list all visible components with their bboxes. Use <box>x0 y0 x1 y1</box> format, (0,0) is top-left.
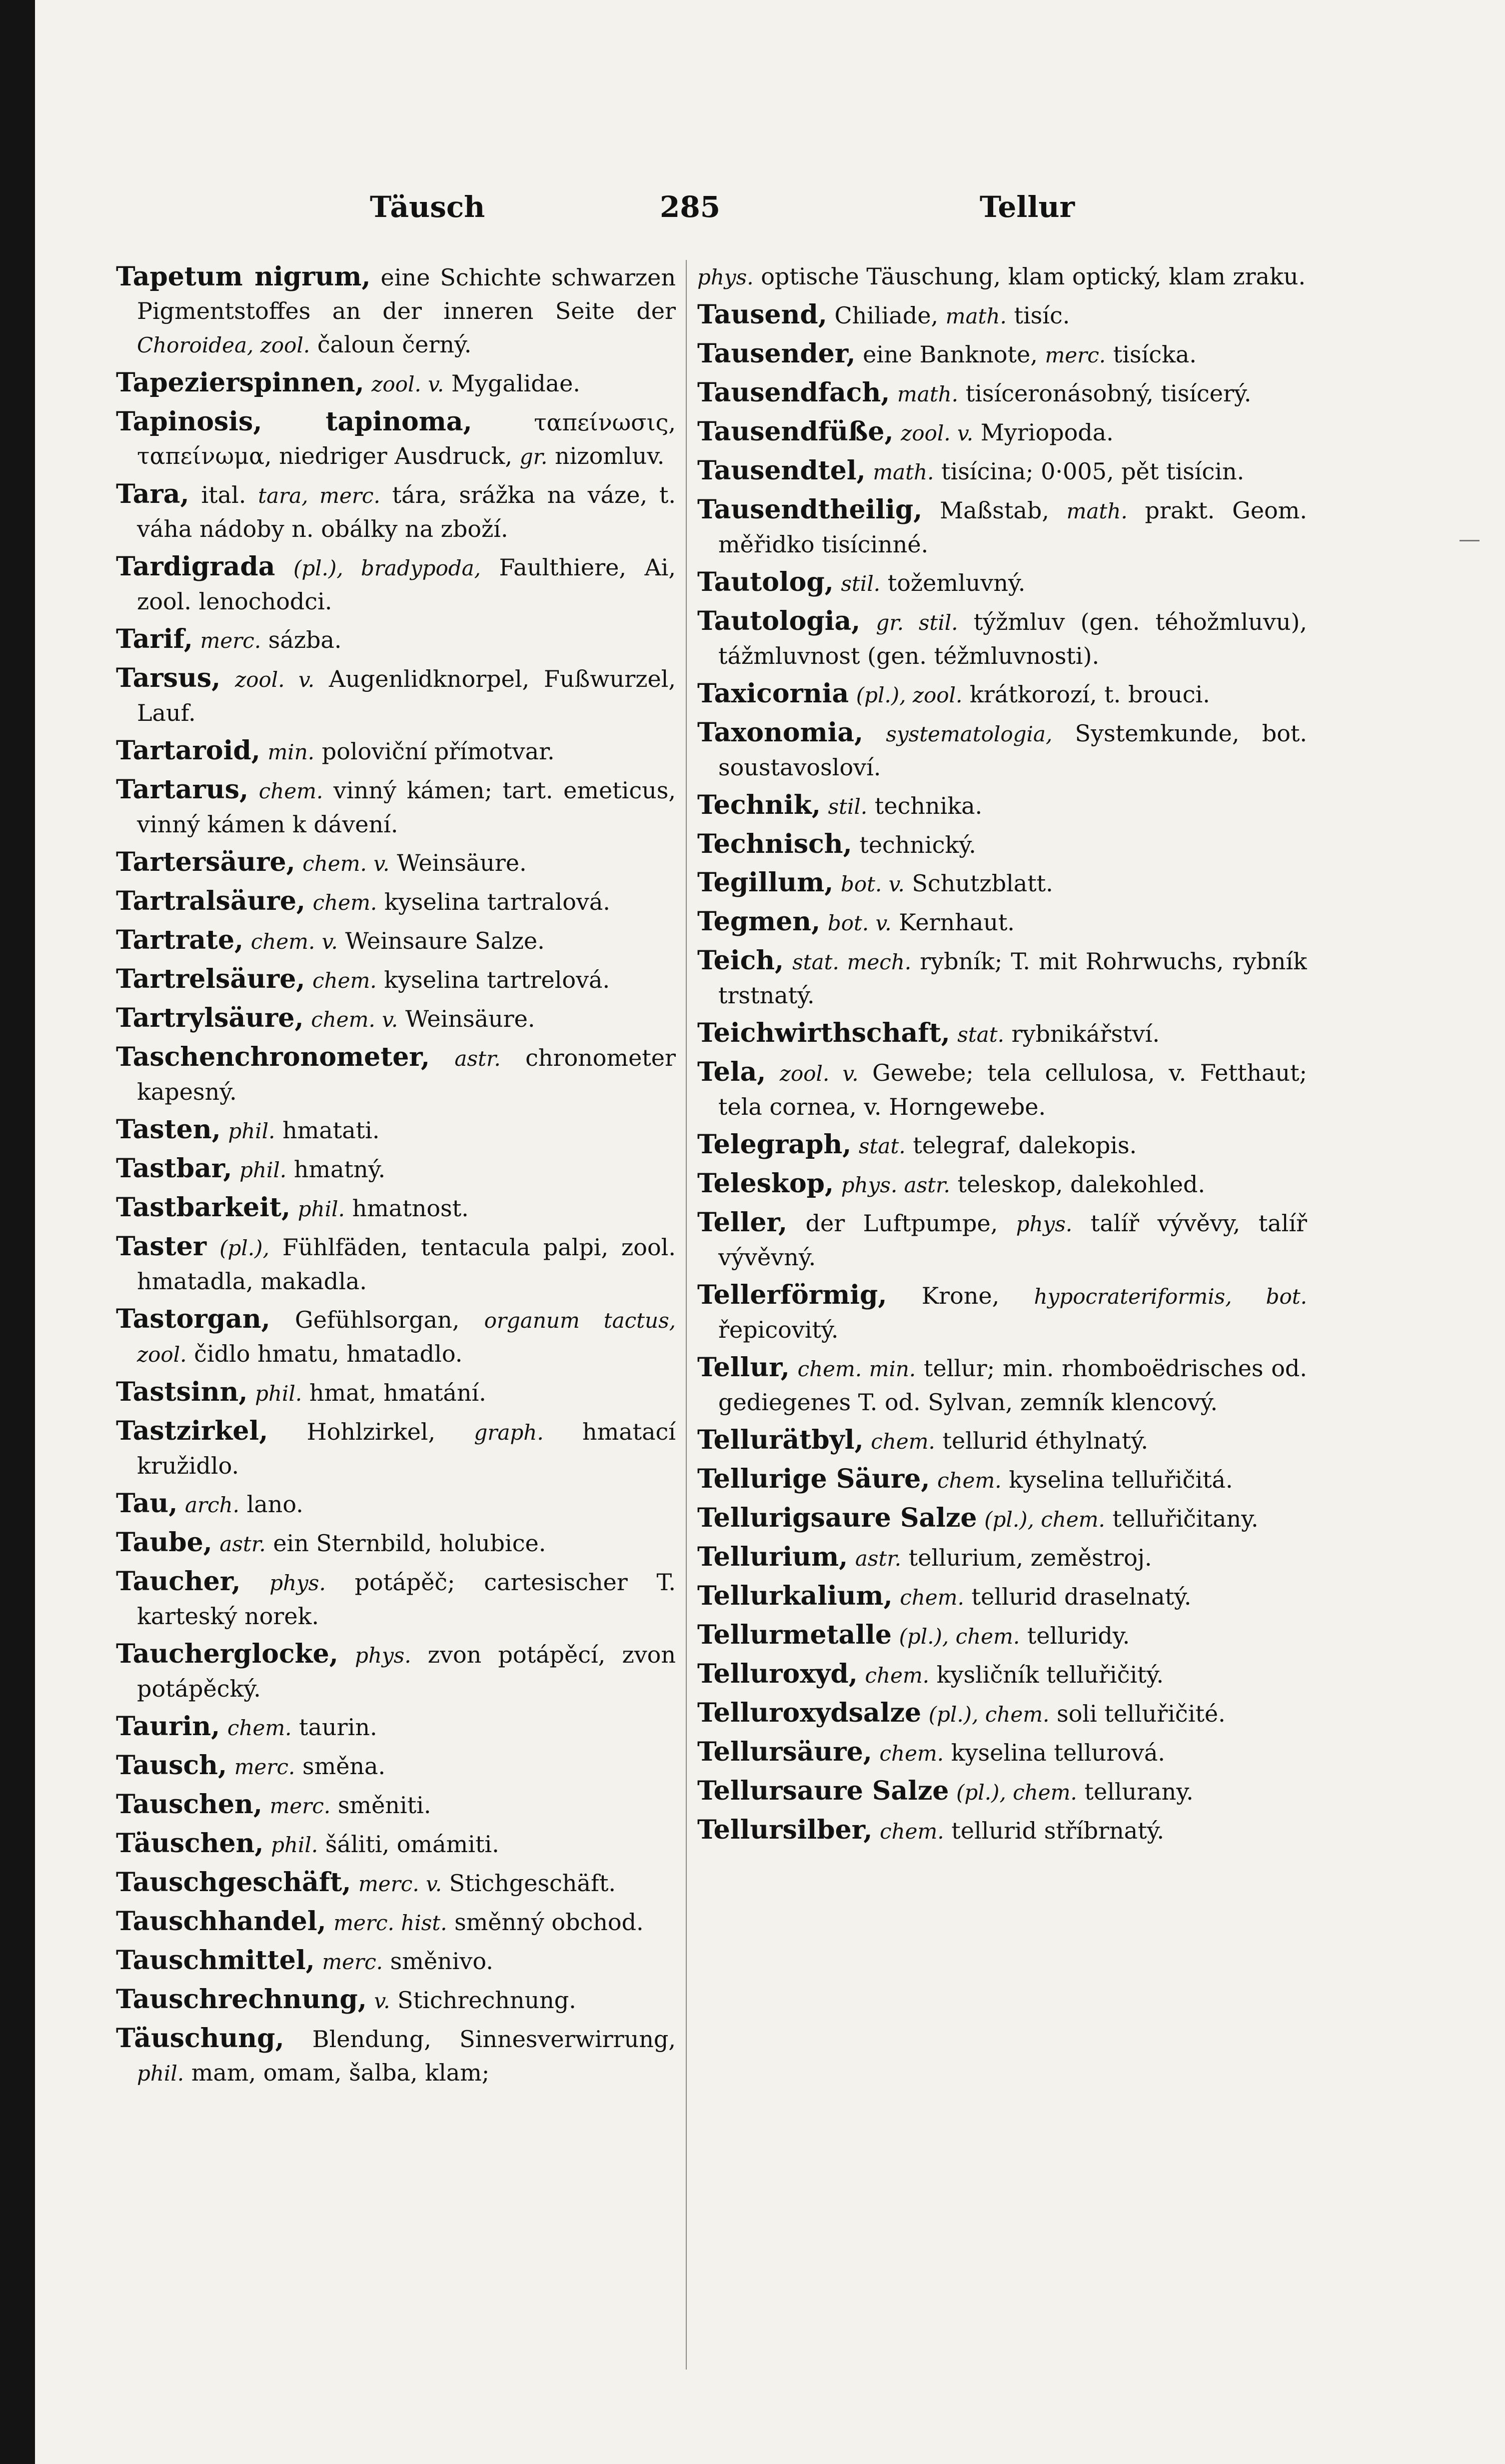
entry-headword: Tellursilber, <box>697 1815 873 1845</box>
entry-label: (pl.), chem. <box>928 1702 1050 1727</box>
dictionary-entry <box>116 773 676 841</box>
entry-label: math. <box>897 382 959 406</box>
dictionary-entry <box>116 1191 676 1226</box>
entry-text: Hohlzirkel, <box>306 1418 436 1445</box>
dictionary-entry <box>116 962 676 997</box>
entry-definition: tellurid draselnatý. <box>971 1583 1192 1610</box>
entry-headword: Tausendtel, <box>697 455 866 486</box>
entry-headword: Taxonomia, <box>697 717 864 748</box>
entry-headword: Taurin, <box>116 1711 220 1742</box>
entry-definition: mam, omam, šalba, klam; <box>191 2059 490 2086</box>
entry-definition: hmatnost. <box>352 1195 469 1222</box>
dictionary-entry <box>697 866 1307 901</box>
entry-headword: Technisch, <box>697 829 852 859</box>
entry-text: eine Banknote, <box>863 341 1038 368</box>
entry-headword: Tauschen, <box>116 1789 262 1820</box>
dictionary-entry <box>116 1827 676 1862</box>
entry-headword: Teich, <box>697 945 784 976</box>
entry-definition: talíř vývěvy, talíř vývěvný. <box>718 1210 1307 1271</box>
dictionary-entry <box>697 1501 1307 1536</box>
entry-text: Blendung, Sinnesverwirrung, <box>312 2026 676 2053</box>
entry-headword: Tellur, <box>697 1352 790 1383</box>
entry-headword: Tellurium, <box>697 1542 848 1572</box>
entry-headword: Tellurkalium, <box>697 1581 893 1611</box>
dictionary-entry <box>697 1618 1307 1653</box>
entry-definition: kyselina tellurová. <box>951 1739 1166 1766</box>
entry-label: chem. <box>312 968 377 993</box>
dictionary-entry <box>116 1749 676 1784</box>
dictionary-entry <box>697 1540 1307 1575</box>
left-column <box>116 260 676 2370</box>
entry-headword: Täuschung, <box>116 2023 284 2054</box>
dictionary-entry <box>116 923 676 958</box>
dictionary-entry <box>116 661 676 730</box>
entry-label: min. <box>267 740 315 764</box>
entry-headword: Tausendfach, <box>697 377 890 408</box>
dictionary-entry <box>116 260 676 362</box>
entry-label: hypocrateriformis, bot. <box>1034 1284 1307 1309</box>
entry-definition: sázba. <box>268 626 342 653</box>
entry-definition: chronometer kapesný. <box>137 1044 676 1105</box>
dictionary-entry <box>697 1206 1307 1274</box>
entry-definition: prakt. Geom. měřidko tisícinné. <box>718 497 1307 558</box>
dictionary-entry <box>116 1565 676 1633</box>
entry-definition: hmatací kružidlo. <box>137 1418 676 1479</box>
entry-definition: tellurany. <box>1084 1778 1194 1805</box>
entry-definition: Systemkunde, bot. soustavosloví. <box>718 720 1307 781</box>
entry-label: chem. <box>865 1663 930 1688</box>
entry-headword: Tartrelsäure, <box>116 964 305 994</box>
entry-definition: tisíceronásobný, tisícerý. <box>965 380 1252 407</box>
dictionary-entry <box>697 1128 1307 1163</box>
entry-headword: Tasten, <box>116 1114 221 1145</box>
entry-definition: směnný obchod. <box>454 1909 644 1936</box>
page-number: 285 <box>660 190 721 224</box>
entry-headword: Tellerförmig, <box>697 1280 887 1310</box>
entry-label: chem. v. <box>250 929 338 954</box>
entry-definition: tožemluvný. <box>887 569 1026 596</box>
entry-text: eine Schichte schwarzen Pigmentstoffes an der inneren Seite der <box>137 264 676 324</box>
entry-label: merc. hist. <box>333 1911 447 1935</box>
entry-headword: Tau, <box>116 1488 178 1519</box>
entry-headword: Tartaroid, <box>116 735 260 766</box>
entry-definition: tára, srážka na váze, t. váha nádoby n. obálky na zboží. <box>137 481 676 542</box>
entry-headword: Tellursaure Salze <box>697 1776 949 1806</box>
entry-definition: čaloun černý. <box>317 331 472 358</box>
entry-definition: kysličník telluřičitý. <box>936 1661 1164 1688</box>
entry-headword: Tellurige Säure, <box>697 1464 930 1494</box>
dictionary-entry <box>697 1774 1307 1809</box>
entry-definition: tellurid éthylnatý. <box>942 1427 1149 1454</box>
entry-text: Chiliade, <box>834 302 939 329</box>
entry-headword: Tautologia, <box>697 606 861 636</box>
entry-label: chem. v. <box>311 1007 398 1032</box>
dictionary-entry <box>697 677 1307 712</box>
entry-label: phys. <box>269 1571 326 1595</box>
entry-definition: technický. <box>859 831 976 858</box>
entry-definition: tisícina; 0·005, pět tisícin. <box>941 458 1245 485</box>
entry-definition: zvon potápěcí, zvon potápěcký. <box>137 1641 676 1702</box>
entry-headword: Teichwirthschaft, <box>697 1018 950 1048</box>
entry-label: Choroidea, zool. <box>137 333 310 357</box>
entry-headword: Tartersäure, <box>116 847 295 877</box>
entry-headword: Tautolog, <box>697 567 834 597</box>
entry-definition: týžmluv (gen. téhožmluvu), tážmluvnost (gen. téžmluvnosti). <box>718 608 1307 669</box>
entry-definition: Myriopoda. <box>980 419 1114 446</box>
entry-headword: Telluroxydsalze <box>697 1698 922 1728</box>
entry-label: astr. <box>454 1046 501 1071</box>
entry-label: stil. <box>828 794 868 819</box>
entry-headword: Tastbarkeit, <box>116 1192 291 1223</box>
entry-label: (pl.), chem. <box>899 1624 1020 1649</box>
entry-label: phil. <box>228 1119 275 1143</box>
entry-headword: Tausender, <box>697 338 856 369</box>
dictionary-entry <box>697 1696 1307 1731</box>
dictionary-entry <box>697 376 1307 411</box>
dictionary-entry <box>116 550 676 618</box>
margin-mark <box>1460 540 1480 541</box>
entry-definition: Weinsaure Salze. <box>345 927 545 954</box>
entry-headword: Taucherglocke, <box>116 1639 338 1669</box>
entry-headword: Telegraph, <box>697 1129 852 1160</box>
dictionary-entry <box>116 405 676 473</box>
entry-definition: Weinsäure. <box>405 1005 535 1032</box>
entry-headword: Tausend, <box>697 299 827 330</box>
entry-definition: telegraf, dalekopis. <box>913 1132 1137 1159</box>
dictionary-entry <box>116 734 676 769</box>
entry-headword: Tara, <box>116 479 189 509</box>
entry-label: chem. <box>900 1585 964 1610</box>
entry-text: Krone, <box>921 1282 1000 1309</box>
dictionary-entry <box>116 1637 676 1706</box>
entry-label: chem. <box>879 1741 944 1766</box>
entry-headword: Teleskop, <box>697 1168 834 1199</box>
entry-headword: Taucher, <box>116 1566 241 1597</box>
dictionary-entry <box>697 565 1307 600</box>
entry-label: phil. <box>137 2061 184 2086</box>
entry-headword: Tartrylsäure, <box>116 1003 304 1033</box>
entry-text: Gefühlsorgan, <box>294 1306 460 1333</box>
entry-label: phys. <box>1016 1212 1073 1236</box>
entry-headword: Tellurätbyl, <box>697 1425 864 1455</box>
entry-definition: taurin. <box>299 1714 377 1741</box>
entry-definition: kyselina tartralová. <box>384 888 610 915</box>
entry-label: astr. <box>855 1546 902 1571</box>
entry-label: math. <box>1066 499 1128 523</box>
entry-headword: Telluroxyd, <box>697 1659 858 1689</box>
entry-definition: Mygalidae. <box>451 370 580 397</box>
dictionary-entry <box>697 1351 1307 1419</box>
entry-definition: Stichrechnung. <box>397 1987 576 2014</box>
entry-definition: technika. <box>874 792 983 819</box>
entry-headword: Tarif, <box>116 624 193 654</box>
dictionary-entry <box>116 1230 676 1298</box>
dictionary-entry <box>116 845 676 880</box>
entry-headword: Tausendtheilig, <box>697 494 923 525</box>
entry-definition: soli telluřičité. <box>1057 1700 1226 1727</box>
entry-text: ital. <box>201 481 246 508</box>
entry-headword: Tapetum nigrum, <box>116 261 371 292</box>
dictionary-entry <box>697 454 1307 489</box>
entry-definition: tellurium, zeměstroj. <box>908 1544 1152 1571</box>
entry-label: phys. <box>355 1643 411 1668</box>
dictionary-entry <box>697 604 1307 673</box>
entry-headword: Tastzirkel, <box>116 1416 268 1446</box>
entry-headword: Täuschen, <box>116 1828 264 1859</box>
dictionary-entry <box>116 1113 676 1148</box>
entry-text: ταπείνωσις, ταπείνωμα, niedriger Ausdruck, <box>137 409 676 469</box>
dictionary-entry <box>697 788 1307 823</box>
right-column <box>697 260 1307 2370</box>
entry-definition: šáliti, omámiti. <box>325 1831 499 1858</box>
entry-label: chem. v. <box>302 851 390 876</box>
entry-headword: Tartrate, <box>116 925 244 955</box>
dictionary-entry <box>116 1001 676 1036</box>
entry-label: chem. min. <box>797 1357 916 1381</box>
entry-headword: Tastorgan, <box>116 1304 270 1334</box>
entry-definition: hmatný. <box>293 1156 386 1183</box>
entry-label: chem. <box>937 1468 1002 1493</box>
entry-headword: Tellurigsaure Salze <box>697 1503 977 1533</box>
entry-label: phys. <box>697 265 754 289</box>
entry-label: stat. <box>859 1134 906 1158</box>
entry-headword: Tartarus, <box>116 774 249 805</box>
entry-headword: Tela, <box>697 1057 766 1087</box>
dictionary-entry <box>697 1167 1307 1202</box>
dictionary-entry <box>116 477 676 546</box>
entry-label: graph. <box>474 1420 544 1445</box>
entry-label: phil. <box>297 1197 345 1221</box>
dictionary-entry <box>697 493 1307 561</box>
entry-label: astr. <box>219 1532 266 1556</box>
entry-headword: Taster <box>116 1231 207 1262</box>
dictionary-entry <box>697 1462 1307 1497</box>
entry-headword: Teller, <box>697 1207 788 1238</box>
entry-headword: Technik, <box>697 790 821 820</box>
column-divider <box>686 260 687 2370</box>
entry-label: (pl.), chem. <box>956 1780 1077 1805</box>
dictionary-entry <box>697 337 1307 372</box>
entry-label: zool. v. <box>235 667 315 692</box>
entry-label: zool. v. <box>779 1061 859 1086</box>
dictionary-entry <box>116 1040 676 1109</box>
entry-label: gr. stil. <box>876 610 958 635</box>
dictionary-entry <box>697 905 1307 940</box>
dictionary-entry <box>116 1487 676 1522</box>
dictionary-entry <box>697 1423 1307 1458</box>
entry-label: phil. <box>271 1833 318 1857</box>
entry-label: merc. v. <box>358 1872 442 1896</box>
entry-label: stat. mech. <box>792 950 912 974</box>
entry-definition: směniti. <box>337 1792 431 1819</box>
dictionary-entry <box>116 1375 676 1410</box>
entry-definition: kyselina telluřičitá. <box>1009 1466 1233 1493</box>
entry-definition: teleskop, dalekohled. <box>957 1171 1206 1198</box>
entry-label: systematologia, <box>886 722 1053 746</box>
entry-headword: Tauschrechnung, <box>116 1984 367 2015</box>
entry-headword: Tastsinn, <box>116 1377 248 1407</box>
entry-definition: Faulthiere, Ai, zool. lenochodci. <box>137 554 676 615</box>
entry-definition: Fühlfäden, tentacula palpi, zool. hmatadla, makadla. <box>137 1234 676 1295</box>
entry-headword: Tartralsäure, <box>116 886 306 916</box>
entry-definition: Schutzblatt. <box>912 870 1053 897</box>
dictionary-entry <box>116 1302 676 1371</box>
entry-label: merc. <box>322 1950 383 1974</box>
entry-definition: potápěč; cartesischer T. karteský norek. <box>137 1569 676 1630</box>
entry-definition: směna. <box>302 1753 386 1780</box>
entry-definition: tisíc. <box>1014 302 1070 329</box>
entry-headword: Tapinosis, tapinoma, <box>116 406 472 437</box>
dictionary-entry <box>116 1866 676 1901</box>
entry-label: bot. v. <box>827 911 892 935</box>
entry-label: math. <box>873 460 934 484</box>
scan-gutter <box>0 0 35 2464</box>
entry-label: phil. <box>239 1158 287 1182</box>
entry-definition: Gewebe; tela cellulosa, v. Fetthaut; tela cornea, v. Horngewebe. <box>718 1059 1307 1120</box>
dictionary-entry <box>116 1944 676 1979</box>
entry-label: v. <box>374 1989 390 2013</box>
entry-definition: směnivo. <box>390 1948 493 1975</box>
entry-text: Maßstab, <box>940 497 1049 524</box>
dictionary-entry <box>697 1657 1307 1692</box>
entry-headword: Taxicornia <box>697 678 849 709</box>
entry-label: arch. <box>184 1493 239 1517</box>
entry-headword: Tauschhandel, <box>116 1906 326 1937</box>
entry-headword: Tausch, <box>116 1750 227 1781</box>
dictionary-entry <box>116 884 676 919</box>
entry-headword: Tauschgeschäft, <box>116 1867 351 1898</box>
entry-label: zool. v. <box>371 372 444 396</box>
entry-label: merc. <box>200 628 261 653</box>
entry-label: chem. <box>227 1716 292 1740</box>
dictionary-entry <box>116 2022 676 2090</box>
entry-definition: Kernhaut. <box>899 909 1015 936</box>
entry-headword: Tastbar, <box>116 1153 232 1184</box>
entry-headword: Tegmen, <box>697 906 821 937</box>
entry-label: bot. v. <box>841 872 905 896</box>
entry-definition: Stichgeschäft. <box>449 1870 616 1897</box>
entry-label: chem. <box>880 1819 944 1844</box>
entry-definition: tellur; min. rhomboëdrisches od. gediegenes T. od. Sylvan, zemník klencový. <box>718 1355 1307 1416</box>
entry-label: math. <box>945 304 1007 328</box>
entry-headword: Tapezierspinnen, <box>116 367 364 398</box>
entry-definition: hmat, hmatání. <box>309 1379 486 1406</box>
entry-definition: rybník; T. mit Rohrwuchs, rybník trstnatý. <box>718 948 1307 1009</box>
entry-headword: Taschenchronometer, <box>116 1042 430 1072</box>
entry-definition: optische Täuschung, klam optický, klam zraku. <box>761 263 1306 290</box>
entry-label: zool. v. <box>901 421 974 445</box>
dictionary-entry <box>697 298 1307 333</box>
dictionary-entry <box>697 1278 1307 1347</box>
entry-label: (pl.), chem. <box>984 1507 1105 1532</box>
entry-definition: Weinsäure. <box>396 849 527 876</box>
entry-definition: hmatati. <box>282 1117 380 1144</box>
entry-label: chem. <box>312 890 377 915</box>
dictionary-entry <box>116 1710 676 1745</box>
dictionary-entry <box>116 1905 676 1940</box>
dictionary-entry <box>116 1788 676 1823</box>
entry-label: (pl.), <box>219 1236 269 1260</box>
entry-text: der Luftpumpe, <box>805 1210 998 1237</box>
entry-label: gr. <box>519 444 548 469</box>
entry-definition: nizomluv. <box>555 442 665 469</box>
dictionary-entry <box>697 1055 1307 1124</box>
entry-headword: Tausendfüße, <box>697 416 894 447</box>
entry-definition: telluridy. <box>1027 1622 1130 1649</box>
entry-definition: tisícka. <box>1113 341 1197 368</box>
entry-definition: telluřičitany. <box>1112 1505 1259 1532</box>
entry-headword: Tardigrada <box>116 551 275 582</box>
entry-definition: vinný kámen; tart. emeticus, vinný kámen k dávení. <box>137 777 676 838</box>
entry-definition: kyselina tartrelová. <box>384 966 610 993</box>
entry-definition: Augenlidknorpel, Fußwurzel, Lauf. <box>137 665 676 726</box>
entry-label: phys. astr. <box>841 1173 950 1197</box>
entry-label: stil. <box>841 571 881 596</box>
dictionary-entry <box>116 1526 676 1561</box>
dictionary-entry <box>697 415 1307 450</box>
entry-definition: ein Sternbild, holubice. <box>273 1530 546 1557</box>
entry-label: merc. <box>269 1794 331 1818</box>
entry-label: phil. <box>255 1381 302 1406</box>
entry-definition: tellurid stříbrnatý. <box>951 1817 1165 1844</box>
entry-definition: rybnikářství. <box>1011 1020 1160 1047</box>
entry-label: chem. <box>871 1429 935 1454</box>
entry-label: tara, merc. <box>258 483 380 508</box>
entry-headword: Tegillum, <box>697 867 834 898</box>
entry-definition: krátkorozí, t. brouci. <box>970 681 1210 708</box>
dictionary-entry <box>697 260 1307 294</box>
header-left-guideword: Täusch <box>370 190 485 224</box>
entry-label: (pl.), zool. <box>856 683 963 707</box>
dictionary-entry <box>116 622 676 657</box>
entry-headword: Tarsus, <box>116 663 221 693</box>
header-right-guideword: Tellur <box>980 190 1075 224</box>
dictionary-entry <box>116 1414 676 1483</box>
dictionary-entry <box>116 1152 676 1187</box>
entry-label: merc. <box>1045 343 1106 367</box>
entry-headword: Taube, <box>116 1527 212 1558</box>
dictionary-entry <box>697 716 1307 784</box>
dictionary-entry <box>697 944 1307 1012</box>
entry-label: chem. <box>258 779 323 803</box>
entry-definition: řepicovitý. <box>718 1316 839 1343</box>
page-header <box>0 190 1505 230</box>
entry-definition: poloviční přímotvar. <box>321 738 555 765</box>
dictionary-entry <box>697 1813 1307 1848</box>
entry-headword: Tellurmetalle <box>697 1620 892 1650</box>
entry-label: (pl.), bradypoda, <box>293 556 481 580</box>
entry-label: stat. <box>957 1022 1005 1047</box>
entry-label: organum tactus, zool. <box>137 1308 676 1367</box>
entry-headword: Tellursäure, <box>697 1737 872 1767</box>
entry-label: merc. <box>234 1755 295 1779</box>
dictionary-entry <box>116 366 676 401</box>
dictionary-entry <box>116 1983 676 2018</box>
dictionary-entry <box>697 1016 1307 1051</box>
entry-headword: Tauschmittel, <box>116 1945 315 1976</box>
dictionary-entry <box>697 827 1307 862</box>
entry-definition: čidlo hmatu, hmatadlo. <box>194 1340 463 1367</box>
dictionary-entry <box>697 1579 1307 1614</box>
entry-definition: lano. <box>246 1491 303 1518</box>
dictionary-entry <box>697 1735 1307 1770</box>
